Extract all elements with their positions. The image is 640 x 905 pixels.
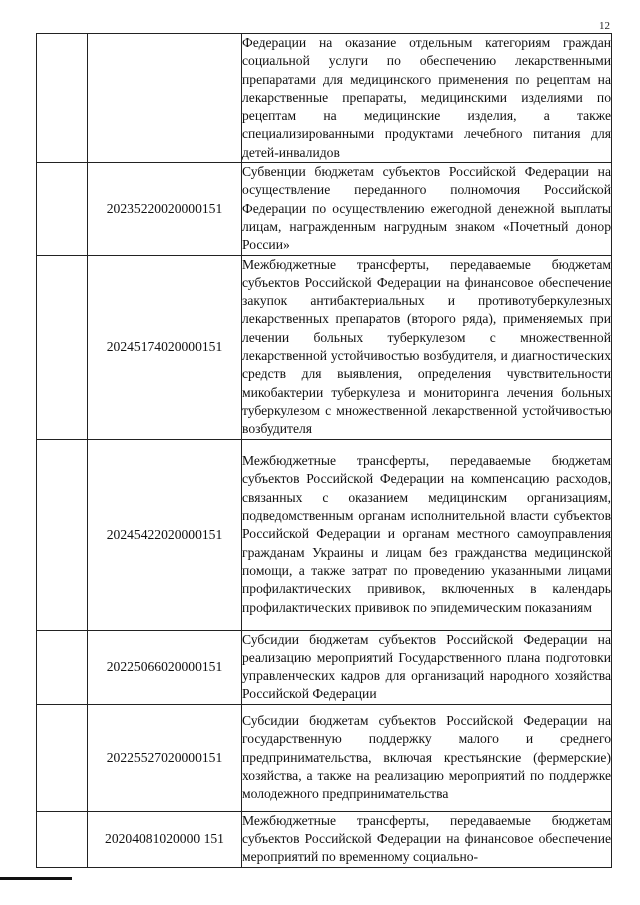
table-row [37, 630, 612, 704]
row-number-cell [37, 34, 88, 163]
code-cell: 20245174020000151 [88, 255, 242, 439]
table-row [37, 704, 612, 811]
code-cell: 20235220020000151 [88, 163, 242, 255]
description-cell: Субсидии бюджетам субъектов Российской Федерации на государственную поддержку малого и среднего предпринимательства, включая крестьянские (фермерские) хозяйства, а также на реализацию мероприятий по поддержке молодежного предпринимательства [242, 704, 612, 811]
table-row [37, 34, 612, 163]
description-cell: Межбюджетные трансферты, передаваемые бюджетам субъектов Российской Федерации на компенсацию расходов, связанных с оказанием медицинским организациям, подведомственным органам исполнительной власти субъектов Российской Федерации и органам местного самоуправления гражданам Украины и лицам без гражданства медицинской помощи, а также затрат по проведению указанными лицами профилактических прививок, включенных в календарь профилактических прививок по эпидемическим показаниям [242, 439, 612, 630]
description-cell: Субсидии бюджетам субъектов Российской Федерации на реализацию мероприятий Государственного плана подготовки управленческих кадров для организаций народного хозяйства Российской Федерации [242, 630, 612, 704]
code-cell: 20225527020000151 [88, 704, 242, 811]
description-cell: Субвенции бюджетам субъектов Российской Федерации на осуществление переданного полномочия Российской Федерации по осуществлению ежегодной денежной выплаты лицам, награжденным нагрудным знаком «Почетный донор России» [242, 163, 612, 255]
table-row [37, 163, 612, 255]
row-number-cell [37, 439, 88, 630]
row-number-cell [37, 163, 88, 255]
row-number-cell [37, 704, 88, 811]
row-number-cell [37, 811, 88, 867]
code-cell: 20204081020000 151 [88, 811, 242, 867]
scan-edge-mark [0, 877, 72, 880]
description-cell: Межбюджетные трансферты, передаваемые бюджетам субъектов Российской Федерации на финансовое обеспечение закупок антибактериальных и противотуберкулезных лекарственных препаратов (второго ряда), применяемых при лечении больных туберкулезом с множественной лекарственной устойчивостью возбудителя, и диагностических средств для выявления, определения чувствительности микобактерии туберкулеза и мониторинга лечения больных туберкулезом с множественной лекарственной устойчивостью возбудителя [242, 255, 612, 439]
description-cell: Федерации на оказание отдельным категориям граждан социальной услуги по обеспечению лекарственными препаратами для медицинского применения по рецептам на лекарственные препараты, медицинскими изделиями по рецептам на медицинские изделия, а также специализированными продуктами лечебного питания для детей-инвалидов [242, 34, 612, 163]
row-number-cell [37, 255, 88, 439]
table-row [37, 255, 612, 439]
table-row [37, 811, 612, 867]
page-number: 12 [599, 20, 610, 32]
table-row [37, 439, 612, 630]
code-cell: 20245422020000151 [88, 439, 242, 630]
description-cell: Межбюджетные трансферты, передаваемые бюджетам субъектов Российской Федерации на финансовое обеспечение мероприятий по временному социально- [242, 811, 612, 867]
code-cell: 20225066020000151 [88, 630, 242, 704]
row-number-cell [37, 630, 88, 704]
code-cell [88, 34, 242, 163]
budget-codes-table [36, 33, 612, 868]
